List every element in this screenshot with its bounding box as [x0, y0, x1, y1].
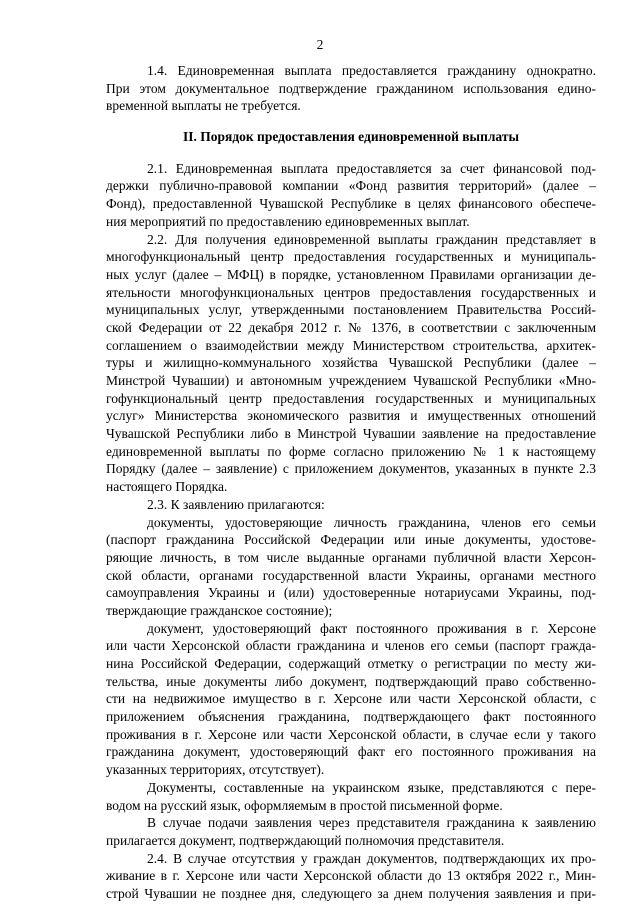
text-line: самоуправления Украины и (или) удостоверенные нотариусами Украины, под-	[106, 585, 596, 601]
text-line: ской области, органами государственной власти Украины, органами местного	[106, 567, 596, 583]
text-line: прилагается документ, подтверждающий полномочия представителя.	[106, 832, 505, 848]
text-line: единовременной выплаты по форме согласно приложению № 1 к настоящему	[106, 443, 596, 459]
text-line: При этом документальное подтверждение гражданином использования едино-	[106, 80, 596, 96]
text-line: держки публично-правовой компании «Фонд развития территорий» (далее –	[106, 178, 596, 194]
text-line: ятельности многофункциональных центров предоставления государственных и	[106, 284, 596, 300]
paragraph-2-4	[106, 850, 596, 903]
text-line: В случае подачи заявления через представителя гражданина к заявлению	[147, 815, 596, 831]
text-line: 1.4. Единовременная выплата предоставляется гражданину однократно.	[147, 63, 596, 78]
text-line: 2.2. Для получения единовременной выплаты гражданин представляет в	[147, 231, 596, 247]
text-line: временной выплаты не требуется.	[106, 98, 301, 114]
text-line: приложением объяснения гражданина, подтверждающего факт постоянного	[106, 709, 596, 725]
text-line: настоящего Порядка.	[106, 479, 228, 495]
text-line: указанных территориях, отсутствует).	[106, 762, 325, 778]
document-body	[106, 62, 596, 903]
paragraph-representative	[106, 814, 596, 849]
paragraph-translation	[106, 779, 596, 814]
paragraph-2-1	[106, 160, 596, 231]
text-line: проживания в г. Херсоне или части Херсонской области, в случае если у такого	[106, 726, 596, 742]
text-line: нина Российской Федерации, содержащий отметку о регистрации по месту жи-	[106, 656, 596, 671]
text-line: Документы, составленные на украинском языке, представляются с пере-	[147, 779, 596, 795]
text-line: или части Херсонской области гражданина и членов его семьи (паспорт гражда-	[106, 638, 596, 654]
text-line: 2.3. К заявлению прилагаются:	[147, 496, 325, 512]
text-line: тельства, иные документы либо документ, подтверждающий право собственно-	[106, 673, 596, 689]
text-line: муниципальных услуг, утвержденными постановлением Правительства Россий-	[106, 302, 596, 318]
paragraph-1-4	[106, 62, 596, 115]
paragraph-residence-docs	[106, 620, 596, 779]
text-line: сти на недвижимое имущество в г. Херсоне или части Херсонской области, с	[106, 691, 596, 707]
text-line: туры и жилищно-коммунального хозяйства Чувашской Республики (далее –	[106, 355, 596, 371]
text-line: ния мероприятий по предоставлению единовременных выплат.	[106, 213, 470, 229]
text-line: многофункциональный центр предоставления государственных и муниципаль-	[106, 249, 596, 265]
paragraph-2-2	[106, 231, 596, 496]
text-line: водом на русский язык, оформляемым в простой письменной форме.	[106, 797, 503, 813]
text-line: 2.1. Единовременная выплата предоставляется за счет финансовой под-	[147, 160, 596, 176]
text-line: документы, удостоверяющие личность гражданина, членов его семьи	[147, 514, 596, 530]
text-line: гражданина документ, удостоверяющий факт его постоянного проживания на	[106, 744, 596, 760]
text-line: ных услуг (далее – МФЦ) в порядке, установленном Правилами организации де-	[106, 266, 596, 282]
text-line: соглашением о взаимодействии между Министерством строительства, архитек-	[106, 337, 596, 353]
text-line: Порядку (далее – заявление) с приложением документов, указанных в пункте 2.3	[106, 461, 596, 477]
paragraph-2-3	[106, 496, 596, 514]
section-heading: II. Порядок предоставления единовременной выплаты	[183, 129, 519, 145]
text-line: Фонд), предоставленной Чувашской Республике в целях финансового обеспече-	[106, 196, 596, 212]
text-line: строй Чувашии не позднее дня, следующего за днем получения заявления и при-	[106, 885, 596, 901]
text-line: гофункциональный центр предоставления государственных и муниципальных	[106, 390, 596, 406]
text-line: ской Федерации от 22 декабря 2012 г. № 1376, в соответствии с заключенным	[106, 319, 596, 335]
page-number: 2	[316, 37, 324, 52]
text-line: услуг» Министерства экономического развития и имущественных отношений	[106, 408, 596, 424]
paragraph-identity-docs	[106, 514, 596, 620]
text-line: Чувашской Республики либо в Минстрой Чувашии заявление на предоставление	[106, 426, 596, 442]
text-line: живание в г. Херсоне или части Херсонской области до 13 октября 2022 г., Мин-	[106, 868, 596, 884]
text-line: Минстрой Чувашии) и автономным учреждением Чувашской Республики «Мно-	[106, 373, 596, 388]
text-line: (паспорт гражданина Российской Федерации или иные документы, удостове-	[106, 532, 596, 548]
text-line: ряющие личность, в том числе выданные органами публичной власти Херсон-	[106, 549, 596, 565]
text-line: тверждающие гражданское состояние);	[106, 602, 333, 618]
text-line: документ, удостоверяющий факт постоянного проживания в г. Херсоне	[147, 620, 596, 636]
text-line: 2.4. В случае отсутствия у граждан документов, подтверждающих их про-	[147, 850, 596, 866]
